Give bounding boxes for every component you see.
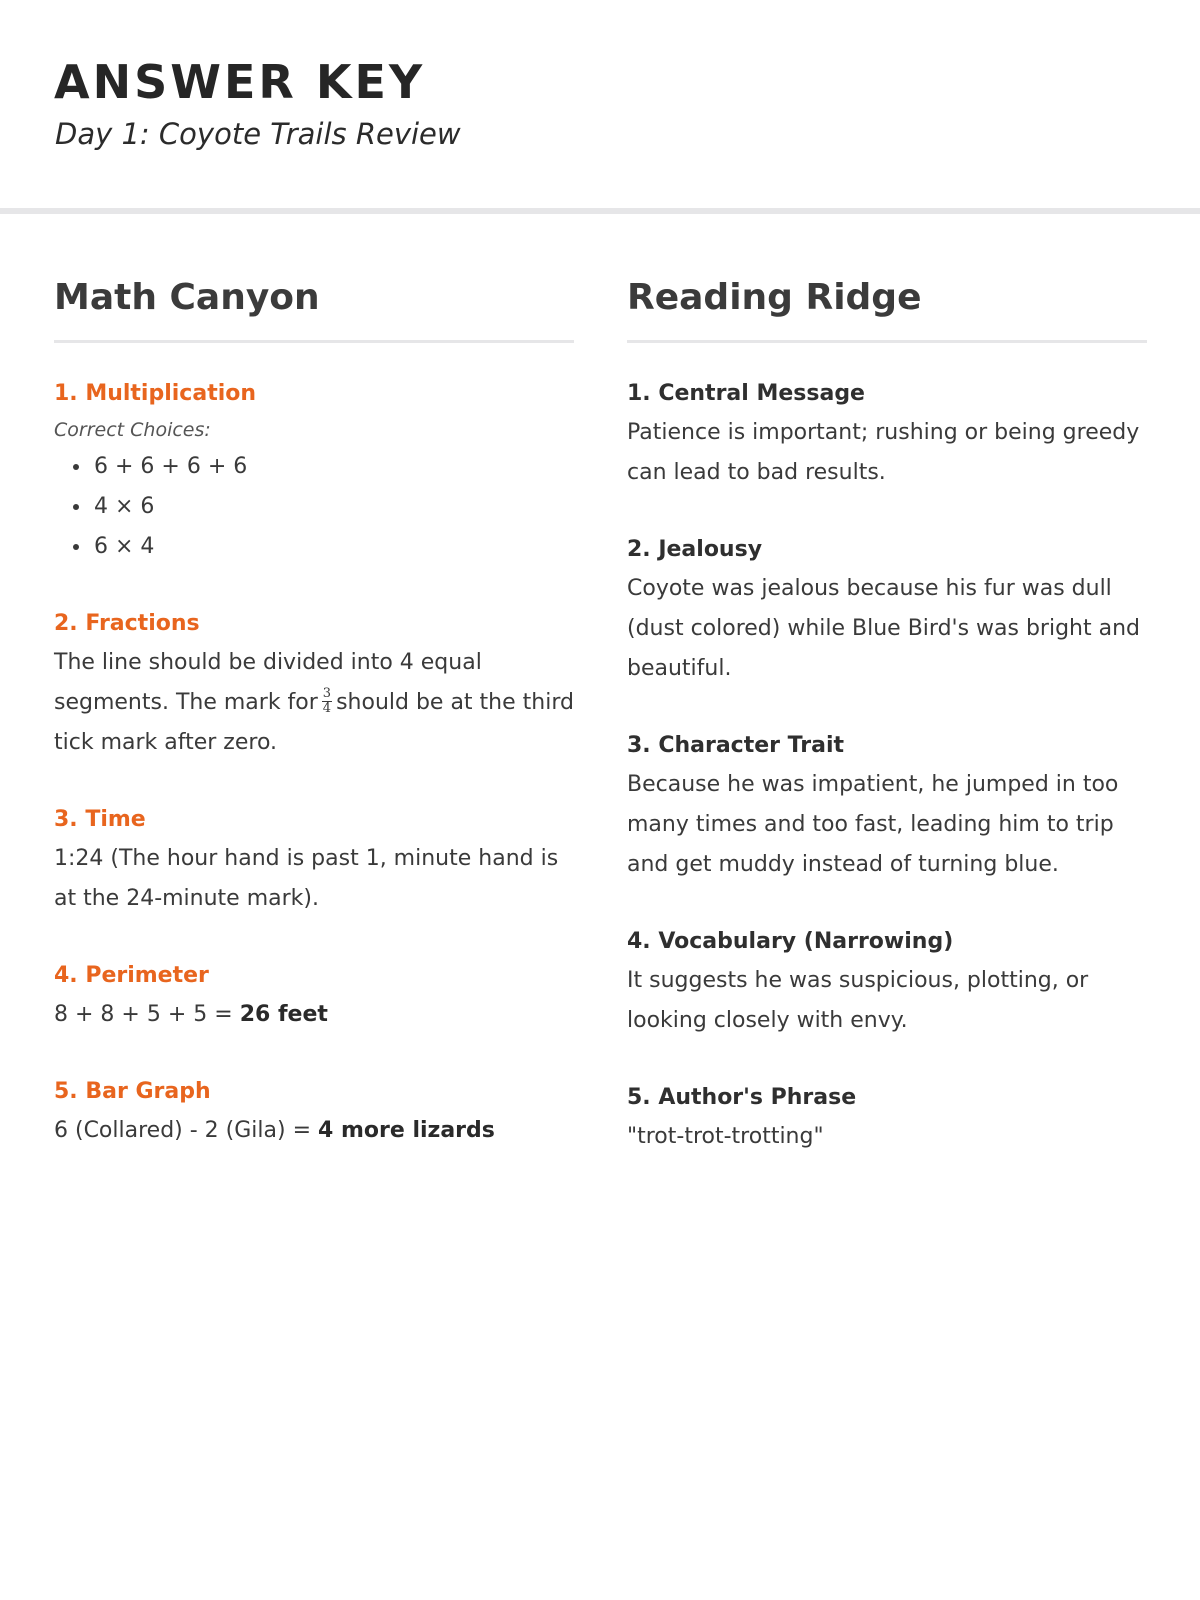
bar-graph-answer: 4 more lizards (318, 1118, 495, 1143)
item-text (54, 643, 574, 763)
item-title: 4. Perimeter (54, 963, 209, 988)
reading-heading: Reading Ridge (627, 270, 1147, 343)
choice-item: • 6 × 4 (92, 527, 574, 567)
item-title: 2. Fractions (54, 611, 200, 636)
item-text: Coyote was jealous because his fur was dull (dust colored) while Blue Bird's was bright and beautiful. (627, 576, 1141, 681)
item-title: 5. Bar Graph (54, 1079, 211, 1104)
fraction-denominator: 4 (322, 700, 332, 716)
reading-item-jealousy (627, 531, 1147, 689)
item-text: 1:24 (The hour hand is past 1, minute hand is at the 24-minute mark). (54, 846, 559, 911)
item-title: 1. Central Message (627, 381, 865, 406)
reading-item-vocabulary (627, 923, 1147, 1041)
choice-item: • 4 × 6 (92, 487, 574, 527)
math-item-perimeter (54, 957, 574, 1035)
item-title: 2. Jealousy (627, 537, 763, 562)
fraction-numerator: 3 (322, 685, 332, 701)
math-item-multiplication (54, 375, 574, 567)
math-items (54, 375, 574, 1151)
bar-graph-equation: 6 (Collared) - 2 (Gila) = (54, 1118, 312, 1143)
page-subtitle: Day 1: Coyote Trails Review (55, 117, 461, 151)
item-text: It suggests he was suspicious, plotting, or looking closely with envy. (627, 968, 1089, 1033)
math-item-bar-graph (54, 1073, 574, 1151)
item-title: 3. Character Trait (627, 733, 845, 758)
header (0, 0, 1200, 214)
item-title: 1. Multiplication (54, 381, 257, 406)
item-text: "trot-trot-trotting" (627, 1124, 824, 1149)
choices-label: Correct Choices: (54, 419, 211, 441)
math-heading: Math Canyon (54, 270, 574, 343)
math-column (54, 270, 574, 1189)
item-text (54, 1111, 574, 1151)
item-title: 3. Time (54, 807, 146, 832)
math-item-time (54, 801, 574, 919)
fractions-text-a: The line should be divided into 4 equal segments. The mark for (54, 650, 482, 715)
item-text: Patience is important; rushing or being greedy can lead to bad results. (627, 420, 1140, 485)
item-title: 5. Author's Phrase (627, 1085, 857, 1110)
page-title: ANSWER KEY (54, 55, 426, 109)
fraction (322, 687, 332, 716)
perimeter-equation: 8 + 8 + 5 + 5 = (54, 1002, 233, 1027)
reading-item-authors-phrase (627, 1079, 1147, 1157)
reading-item-central-message (627, 375, 1147, 493)
choice-item: • 6 + 6 + 6 + 6 (92, 447, 574, 487)
perimeter-answer: 26 feet (239, 1002, 328, 1027)
fractions-text-b: should be at the third tick mark after zero. (54, 690, 574, 755)
item-text (54, 995, 574, 1035)
reading-items (627, 375, 1147, 1157)
item-text: Because he was impatient, he jumped in too many times and too fast, leading him to trip and get muddy instead of turning blue. (627, 772, 1119, 877)
choices-list (54, 447, 574, 567)
item-title: 4. Vocabulary (Narrowing) (627, 929, 954, 954)
reading-column (627, 270, 1147, 1195)
reading-item-character-trait (627, 727, 1147, 885)
math-item-fractions (54, 605, 574, 763)
